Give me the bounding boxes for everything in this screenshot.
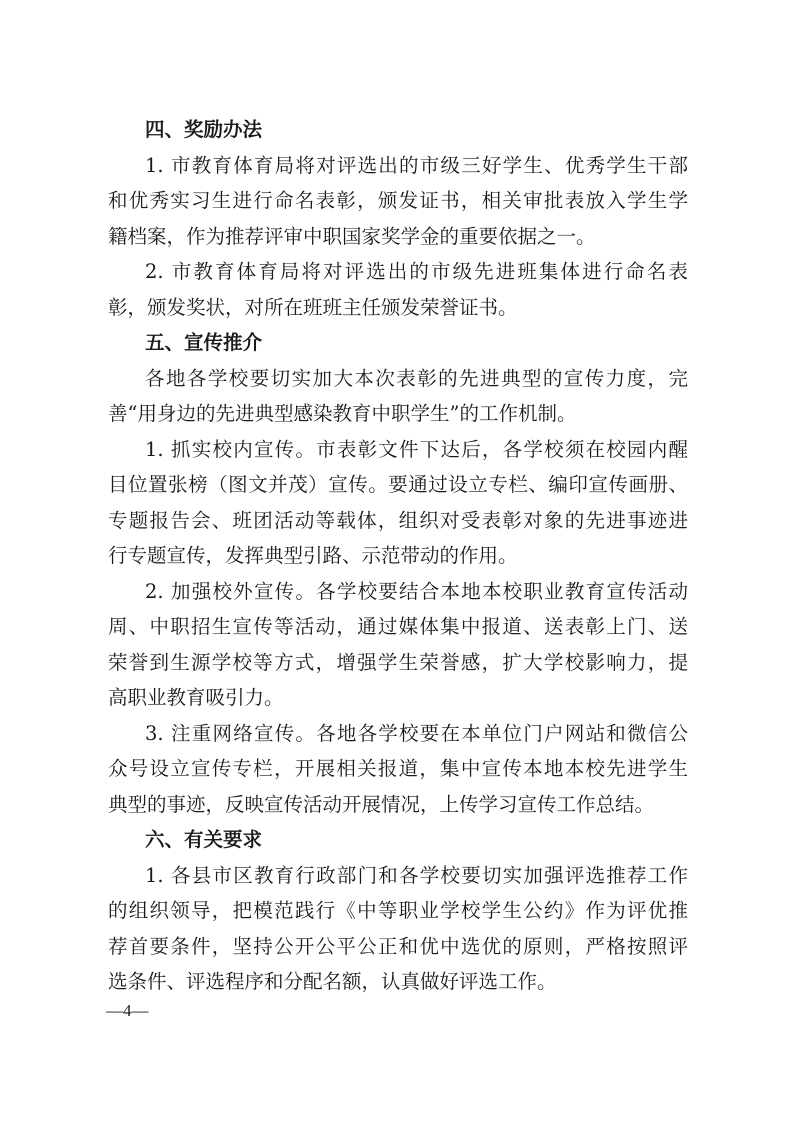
paragraph (108, 254, 688, 325)
paragraph-line: 的组织领导，把模范践行《中等职业学校学生公约》作为评优推 (108, 899, 688, 922)
paragraph (108, 716, 688, 823)
paragraph-line: 目位置张榜（图文并茂）宣传。要通过设立专栏、编印宣传画册、 (108, 473, 688, 496)
paragraph (108, 432, 688, 574)
paragraph-line: 行专题宣传，发挥典型引路、示范带动的作用。 (108, 544, 518, 567)
paragraph-line: 2. 市教育体育局将对评选出的市级先进班集体进行命名表 (145, 260, 688, 283)
page-number: —4— (106, 1001, 149, 1020)
paragraph-line: 和优秀实习生进行命名表彰，颁发证书，相关审批表放入学生学 (108, 189, 688, 212)
paragraph-line: 荣誉到生源学校等方式，增强学生荣誉感，扩大学校影响力，提 (108, 650, 688, 674)
section-heading: 六、有关要求 (145, 828, 263, 851)
paragraph-line: 高职业教育吸引力。 (108, 686, 284, 709)
paragraph-line: 专题报告会、班团活动等载体，组织对受表彰对象的先进事迹进 (108, 508, 688, 532)
section-publicity (108, 325, 688, 822)
paragraph (108, 148, 688, 255)
paragraph-line: 各地各学校要切实加大本次表彰的先进典型的宣传力度，完 (145, 366, 688, 390)
paragraph-line: 1. 抓实校内宣传。市表彰文件下达后，各学校须在校园内醒 (145, 437, 688, 461)
paragraph-line: 籍档案，作为推荐评审中职国家奖学金的重要依据之一。 (108, 224, 596, 248)
paragraph-line: 1. 市教育体育局将对评选出的市级三好学生、优秀学生干部 (145, 153, 688, 177)
paragraph-line: 2. 加强校外宣传。各学校要结合本地本校职业教育宣传活动 (145, 579, 688, 603)
paragraph-line: 彰，颁发奖状，对所在班班主任颁发荣誉证书。 (108, 295, 518, 319)
paragraph-line: 周、中职招生宣传等活动，通过媒体集中报道、送表彰上门、送 (108, 615, 688, 638)
section-requirements (108, 822, 688, 1000)
paragraph-line: 善“用身边的先进典型感染教育中职学生”的工作机制。 (108, 402, 577, 425)
section-awards (108, 112, 688, 325)
section-heading: 五、宣传推介 (145, 331, 263, 354)
paragraph (108, 361, 688, 432)
section-heading: 四、奖励办法 (145, 118, 263, 141)
paragraph-line: 1. 各县市区教育行政部门和各学校要切实加强评选推荐工作 (145, 863, 688, 887)
paragraph-line: 典型的事迹，反映宣传活动开展情况，上传学习宣传工作总结。 (108, 792, 655, 816)
paragraph-line: 众号设立宣传专栏，开展相关报道，集中宣传本地本校先进学生 (108, 757, 688, 780)
paragraph (108, 858, 688, 1000)
document-body (108, 112, 688, 1000)
paragraph-line: 选条件、评选程序和分配名额，认真做好评选工作。 (108, 970, 557, 993)
paragraph (108, 574, 688, 716)
paragraph-line: 荐首要条件，坚持公开公平公正和优中选优的原则，严格按照评 (108, 934, 688, 958)
paragraph-line: 3. 注重网络宣传。各地各学校要在本单位门户网站和微信公 (145, 721, 688, 745)
